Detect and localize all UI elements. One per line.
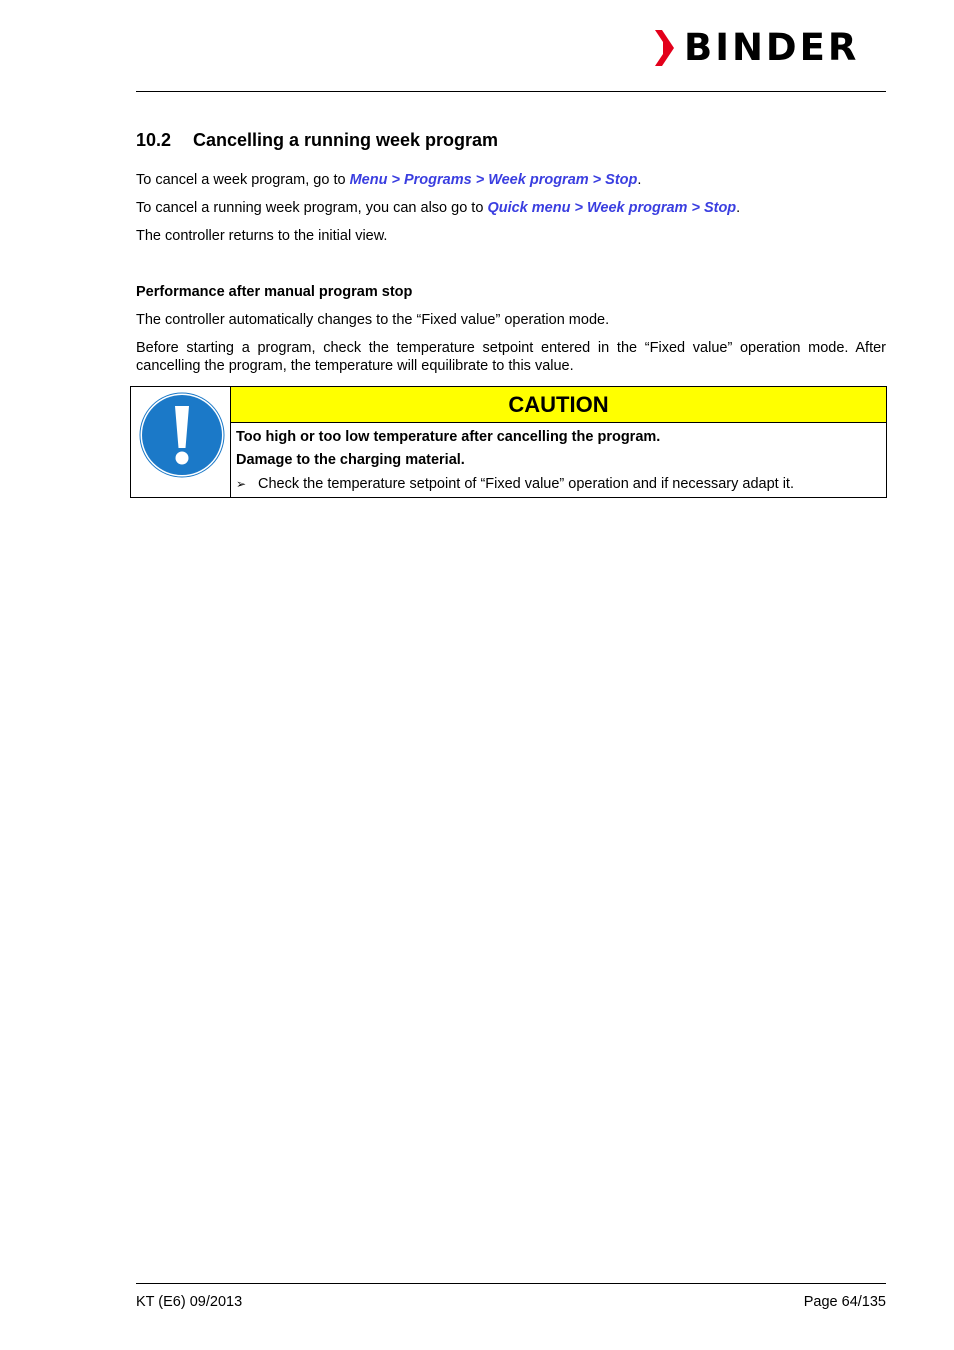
caution-title: CAUTION xyxy=(231,387,886,423)
caution-box xyxy=(130,386,887,498)
section-title xyxy=(136,130,498,151)
caution-action xyxy=(236,476,794,492)
caution-action-text: Check the temperature setpoint of “Fixed value” operation and if necessary adapt it. xyxy=(258,476,794,492)
performance-para-1: The controller automatically changes to the “Fixed value” operation mode. xyxy=(136,312,610,328)
footer-doc-id: KT (E6) 09/2013 xyxy=(136,1294,243,1310)
footer-page-number: Page 64/135 xyxy=(803,1294,886,1310)
section-number: 10.2 xyxy=(136,130,172,150)
intro-line-3: The controller returns to the initial view. xyxy=(136,228,388,244)
logo-text: BINDER xyxy=(684,26,860,69)
section-title-text: Cancelling a running week program xyxy=(193,130,499,150)
quick-menu-path-link[interactable]: Quick menu > Week program > Stop xyxy=(487,200,737,216)
caution-consequence: Damage to the charging material. xyxy=(236,452,465,468)
caution-icon-cell xyxy=(131,387,231,497)
exclamation-icon xyxy=(139,392,225,478)
caution-hazard: Too high or too low temperature after cancelling the program. xyxy=(236,429,661,445)
intro-line-2-text: To cancel a running week program, you can also go to xyxy=(136,200,488,216)
intro-line-1-text: To cancel a week program, go to xyxy=(136,172,350,188)
intro-line-1 xyxy=(136,171,886,189)
performance-heading: Performance after manual program stop xyxy=(136,284,413,300)
period: . xyxy=(637,172,642,188)
footer-rule xyxy=(136,1283,886,1284)
intro-line-2 xyxy=(136,199,886,217)
performance-para-2: Before starting a program, check the temperature setpoint entered in the “Fixed value” operation mode. After cancelling the program, the temperature will equilibrate to this value. xyxy=(136,340,886,374)
arrow-bullet-icon: ➢ xyxy=(236,477,247,491)
period: . xyxy=(736,200,741,216)
menu-path-link[interactable]: Menu > Programs > Week program > Stop xyxy=(349,172,638,188)
header-rule xyxy=(136,91,886,92)
